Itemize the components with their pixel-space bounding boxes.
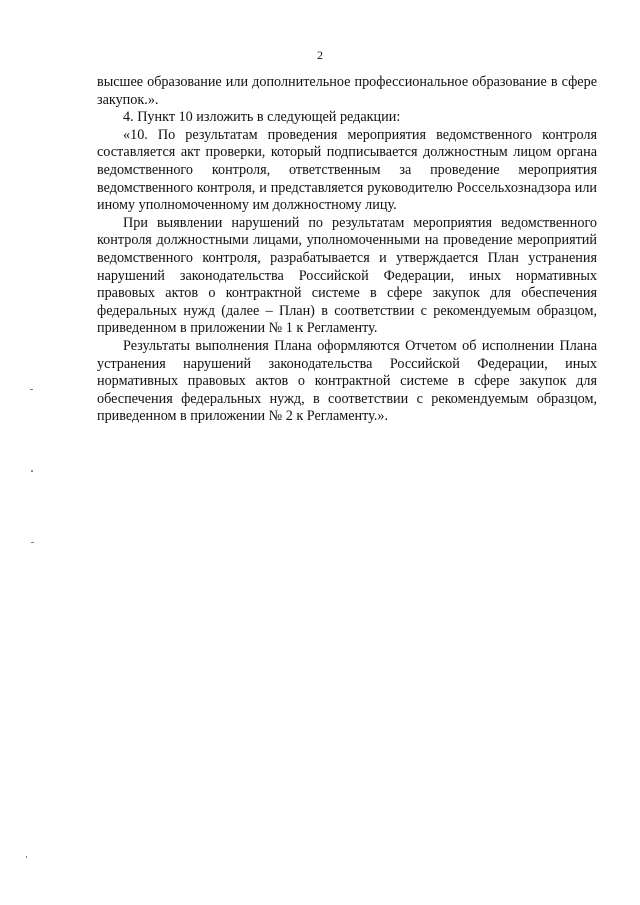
paragraph-continuation: высшее образование или дополнительное профессиональное образование в сфере закупок.». [97, 74, 597, 108]
paragraph-clause-10: «10. По результатам проведения мероприятия ведомственного контроля составляется акт проверки, который подписывается должностным лицом органа ведомственного контроля, ответственным за проведение мероприятия ведомственного контроля, и представляется руководителю Россельхознадзора или иному уполномоченному им должностному лицу. [97, 126, 597, 214]
paragraph-plan-results: Результаты выполнения Плана оформляются Отчетом об исполнении Плана устранения нарушений законодательства Российской Федерации, иных нормативных правовых актов о контрактной системе в сфере закупок для обеспечения федеральных нужд, в соответствии с рекомендуемым образцом, приведенном в приложении № 2 к Регламенту.». [97, 337, 597, 425]
paragraph-item-4: 4. Пункт 10 изложить в следующей редакции: [123, 109, 401, 126]
scan-mark [31, 542, 34, 543]
scan-mark [31, 470, 33, 472]
scan-mark [30, 389, 33, 390]
paragraph-violations-plan: При выявлении нарушений по результатам мероприятия ведомственного контроля должностными лицами, уполномоченными на проведение мероприятий ведомственного контроля, разрабатывается и утверждается План устранения нарушений законодательства Российской Федерации, иных нормативных правовых актов о контрактной системе в сфере закупок для обеспечения федеральных нужд (далее – План) в соответствии с рекомендуемым образцом, приведенном в приложении № 1 к Регламенту. [97, 214, 597, 337]
document-body [97, 74, 597, 426]
page-number: 2 [317, 48, 323, 62]
scan-mark [26, 856, 27, 858]
